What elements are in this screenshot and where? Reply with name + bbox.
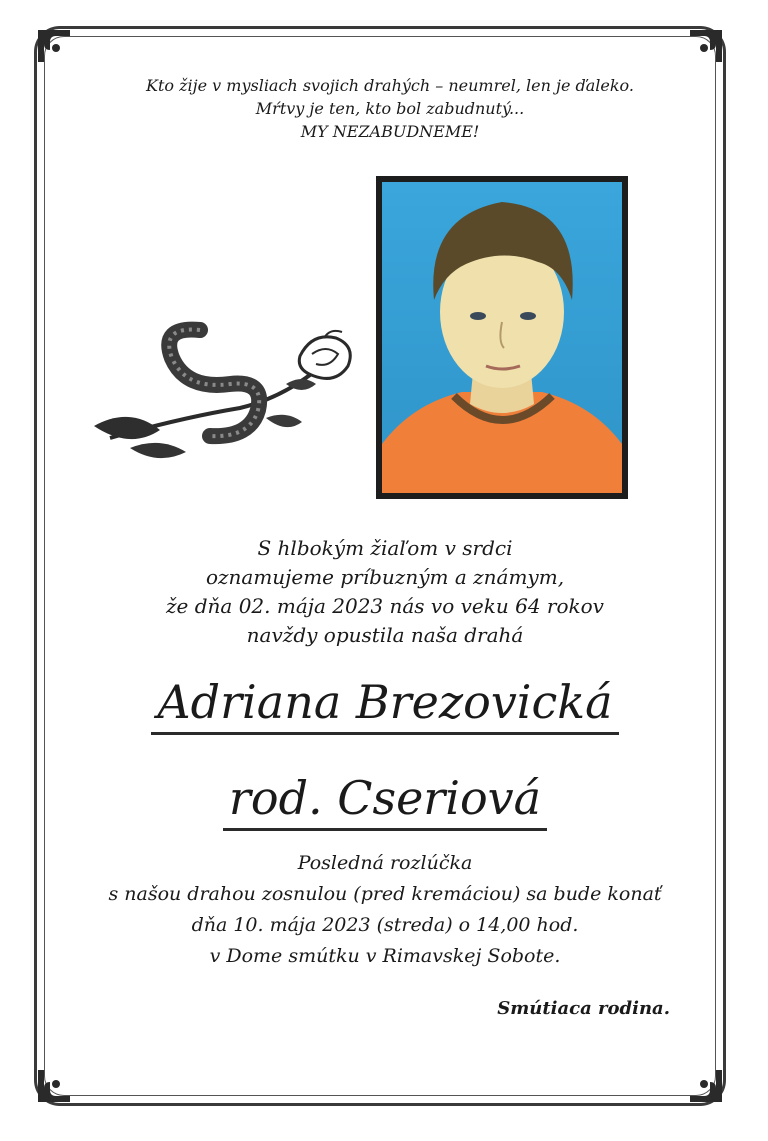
portrait-photo	[376, 176, 628, 499]
farewell-info	[70, 848, 700, 972]
farewell-line: s našou drahou zosnulou (pred kremáciou) sa bude konať	[108, 883, 662, 905]
rose-with-ribbon-icon	[90, 318, 362, 468]
announcement	[120, 534, 650, 650]
corner-ornament-top-right-icon	[686, 26, 726, 66]
farewell-line: Posledná rozlúčka	[297, 852, 473, 874]
announcement-line: že dňa 02. mája 2023 nás vo veku 64 rokov	[166, 594, 604, 618]
farewell-line: v Dome smútku v Rimavskej Sobote.	[209, 945, 561, 967]
corner-ornament-top-left-icon	[34, 26, 74, 66]
announcement-line: navždy opustila naša drahá	[246, 623, 524, 647]
corner-ornament-bottom-right-icon	[686, 1066, 726, 1106]
announcement-line: oznamujeme príbuzným a známym,	[205, 565, 565, 589]
announcement-line: S hlbokým žiaľom v srdci	[257, 536, 513, 560]
corner-ornament-bottom-left-icon	[34, 1066, 74, 1106]
deceased-name-text: Adriana Brezovická	[151, 672, 618, 735]
farewell-line: dňa 10. mája 2023 (streda) o 14,00 hod.	[191, 914, 579, 936]
motto-line: MY NEZABUDNEME!	[300, 122, 480, 141]
deceased-name	[80, 672, 690, 735]
motto-line: Kto žije v mysliach svojich drahých – neumrel, len je ďaleko.	[145, 76, 634, 95]
motto-line: Mŕtvy je ten, kto bol zabudnutý...	[255, 99, 525, 118]
maiden-name	[80, 768, 690, 831]
maiden-name-text: rod. Cseriová	[223, 768, 547, 831]
motto	[100, 74, 680, 143]
signature: Smútiaca rodina.	[497, 998, 670, 1019]
portrait-image	[382, 182, 622, 493]
